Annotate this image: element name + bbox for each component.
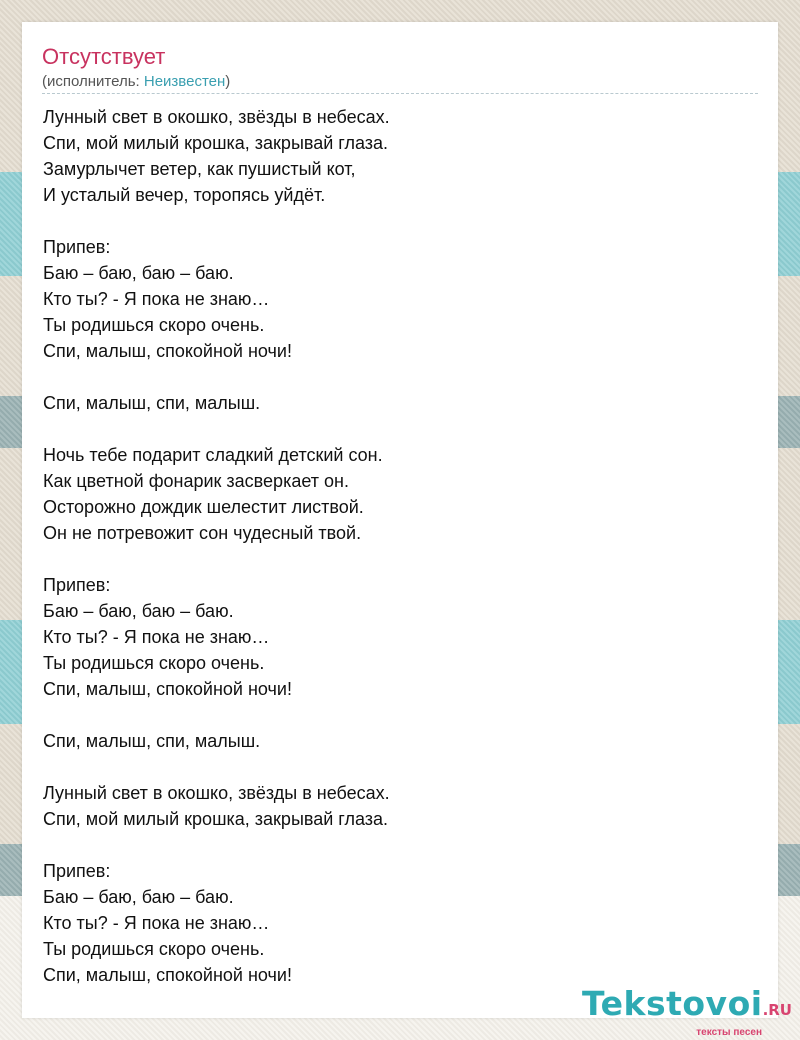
site-logo[interactable] <box>582 984 792 1038</box>
lyrics-line: Ты родишься скоро очень. <box>43 939 265 959</box>
lyrics-line: Спи, малыш, спокойной ночи! <box>43 341 292 361</box>
logo-tagline: тексты песен <box>696 1027 762 1038</box>
lyrics-line: И усталый вечер, торопясь уйдёт. <box>43 185 326 205</box>
lyrics-line: Спи, малыш, спи, малыш. <box>43 393 261 413</box>
lyrics-blank-line <box>43 546 743 572</box>
lyrics-blank-line <box>43 364 743 390</box>
lyrics-line: Замурлычет ветер, как пушистый кот, <box>43 159 356 179</box>
lyrics-line: Баю – баю, баю – баю. <box>43 887 234 907</box>
lyrics-line: Баю – баю, баю – баю. <box>43 601 234 621</box>
lyrics-blank-line <box>43 754 743 780</box>
logo-wordmark <box>582 984 792 1027</box>
lyrics-card <box>22 22 778 1018</box>
lyrics-blank-line <box>43 416 743 442</box>
lyrics-line: Ты родишься скоро очень. <box>43 653 265 673</box>
lyrics-line: Лунный свет в окошко, звёзды в небесах. <box>43 107 390 127</box>
lyrics-line: Припев: <box>43 575 111 595</box>
artist-line <box>42 73 230 91</box>
lyrics-line: Кто ты? - Я пока не знаю… <box>43 913 270 933</box>
lyrics-blank-line <box>43 702 743 728</box>
lyrics-line: Спи, мой милый крошка, закрывай глаза. <box>43 133 389 153</box>
lyrics-text <box>43 104 743 988</box>
lyrics-blank-line <box>43 208 743 234</box>
lyrics-line: Ты родишься скоро очень. <box>43 315 265 335</box>
logo-tld: .RU <box>762 1001 792 1019</box>
lyrics-line: Кто ты? - Я пока не знаю… <box>43 627 270 647</box>
lyrics-line: Баю – баю, баю – баю. <box>43 263 234 283</box>
lyrics-line: Спи, мой милый крошка, закрывай глаза. <box>43 809 389 829</box>
lyrics-line: Лунный свет в окошко, звёзды в небесах. <box>43 783 390 803</box>
lyrics-line: Как цветной фонарик засверкает он. <box>43 471 349 491</box>
lyrics-blank-line <box>43 832 743 858</box>
lyrics-line: Припев: <box>43 237 111 257</box>
lyrics-line: Кто ты? - Я пока не знаю… <box>43 289 270 309</box>
artist-prefix: (исполнитель: <box>42 73 144 90</box>
logo-brand: Tekstovoi <box>582 984 763 1023</box>
lyrics-line: Спи, малыш, спокойной ночи! <box>43 965 292 985</box>
artist-suffix: ) <box>225 73 231 90</box>
artist-link[interactable]: Неизвестен <box>143 73 226 90</box>
lyrics-line: Спи, малыш, спокойной ночи! <box>43 679 292 699</box>
lyrics-line: Ночь тебе подарит сладкий детский сон. <box>43 445 383 465</box>
title-divider <box>42 93 758 94</box>
lyrics-line: Он не потревожит сон чудесный твой. <box>43 523 362 543</box>
song-title: Отсутствует <box>42 44 166 69</box>
lyrics-line: Спи, малыш, спи, малыш. <box>43 731 261 751</box>
lyrics-line: Осторожно дождик шелестит листвой. <box>43 497 364 517</box>
lyrics-line: Припев: <box>43 861 111 881</box>
